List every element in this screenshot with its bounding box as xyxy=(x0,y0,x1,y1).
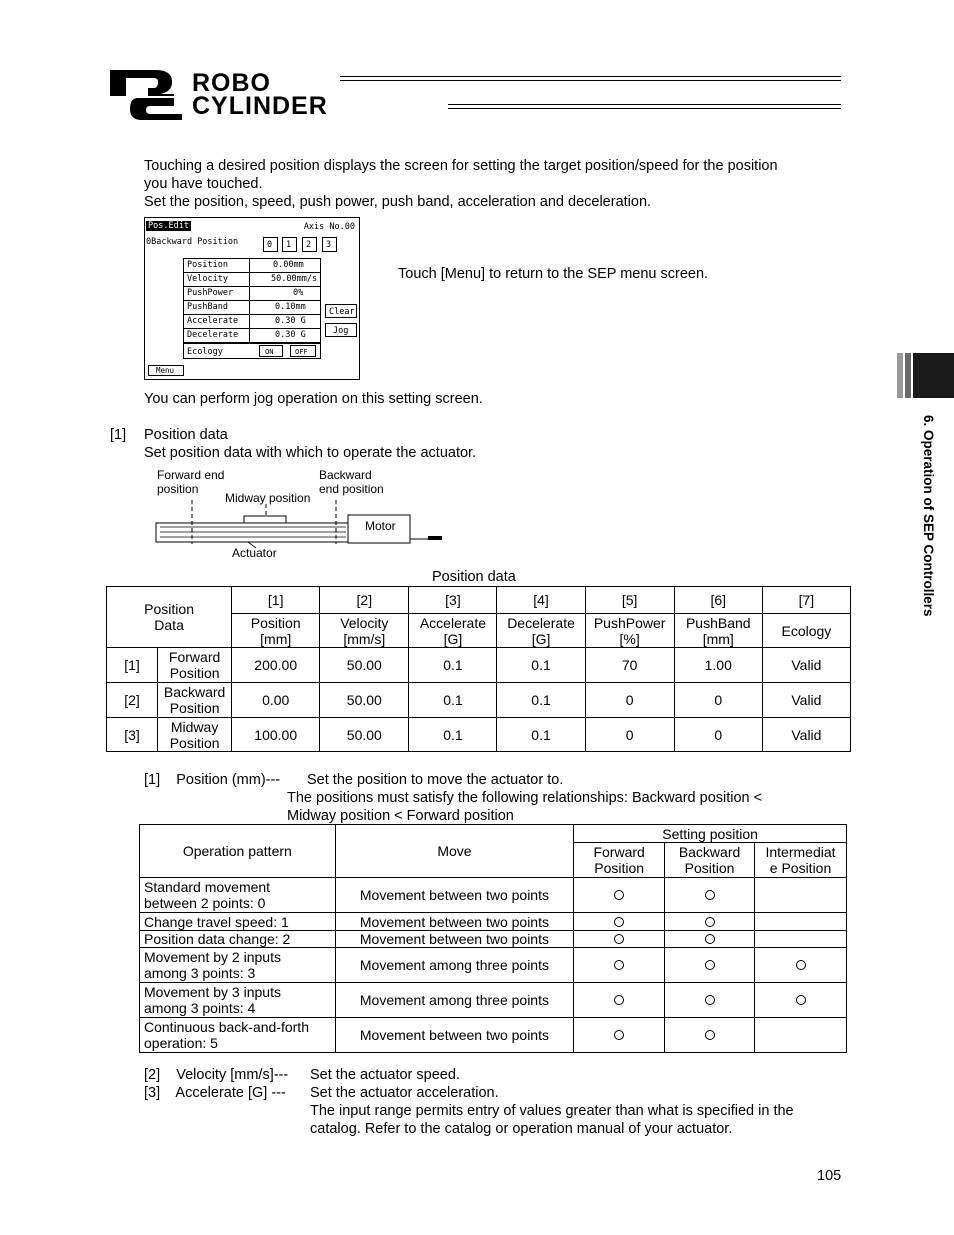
section-title: Position data xyxy=(144,427,228,443)
col-num: [6] xyxy=(674,587,762,614)
col-head: Accelerate [G] xyxy=(409,614,497,648)
col-num: [4] xyxy=(497,587,585,614)
jog-button[interactable]: Jog xyxy=(325,323,357,337)
operation-pattern-table xyxy=(139,824,847,1053)
section-number: [1] xyxy=(110,427,127,443)
forward-end-label: Forward end position xyxy=(157,468,225,496)
circle-mark xyxy=(705,960,715,970)
position-button-2[interactable]: 2 xyxy=(302,237,317,252)
logo-cylinder: CYLINDER xyxy=(192,92,328,120)
circle-mark xyxy=(614,890,624,900)
circle-mark xyxy=(796,995,806,1005)
circle-mark xyxy=(614,960,624,970)
col-num: [1] xyxy=(232,587,320,614)
header-intermediate: Intermediat e Position xyxy=(755,843,847,878)
screen-title: Pos.Edit xyxy=(148,221,189,231)
header-backward: Backward Position xyxy=(665,843,755,878)
intro-line-3: Set the position, speed, push power, push band, acceleration and deceleration. xyxy=(144,194,652,210)
accel-more-2: catalog. Refer to the catalog or operation manual of your actuator. xyxy=(310,1121,733,1137)
accel-text: Set the actuator acceleration. xyxy=(310,1085,499,1101)
col-num: [2] xyxy=(320,587,409,614)
table-row: Movement by 3 inputs among 3 points: 4 Movement among three points xyxy=(140,983,847,1018)
ecology-label: Ecology xyxy=(187,347,223,357)
motor-label: Motor xyxy=(365,519,396,533)
circle-mark xyxy=(705,917,715,927)
position-data-table xyxy=(106,586,851,752)
table-row: Continuous back-and-forth operation: 5 Movement between two points xyxy=(140,1018,847,1053)
logo-robo: ROBO xyxy=(192,69,271,97)
table-row: Movement by 2 inputs among 3 points: 3 Movement among three points xyxy=(140,948,847,983)
header-move: Move xyxy=(335,825,574,878)
pos-edit-screen: Pos.Edit Axis No.00 0Backward Position 0 1 2 3 Position 0.00mm Velocity 50.00mm/s PushPower 0% PushBand 0.10mm Accelerate 0.30 G Decelerate 0.30 G Ecology ON OFF Clear Jog Menu xyxy=(144,217,360,380)
col-head: PushPower [%] xyxy=(585,614,674,648)
header-forward: Forward Position xyxy=(574,843,665,878)
table-row: Position data change: 2 Movement between two points xyxy=(140,931,847,948)
position-button-0[interactable]: 0 xyxy=(263,237,278,252)
robo-cylinder-logo xyxy=(108,68,188,120)
velocity-lead: [2] Velocity [mm/s]--- xyxy=(144,1067,289,1083)
col-num: [3] xyxy=(409,587,497,614)
table-row: [3] Midway Position 100.00 50.00 0.1 0.1 0 0 Valid xyxy=(107,718,851,752)
velocity-text: Set the actuator speed. xyxy=(310,1067,460,1083)
table1-caption: Position data xyxy=(432,569,516,585)
col-head: Position [mm] xyxy=(232,614,320,648)
position-note-text-3: Midway position < Forward position xyxy=(287,808,514,824)
col-head: Decelerate [G] xyxy=(497,614,585,648)
circle-mark xyxy=(614,995,624,1005)
col-head: PushBand [mm] xyxy=(674,614,762,648)
position-note-text-1: Set the position to move the actuator to. xyxy=(307,772,564,788)
circle-mark xyxy=(705,934,715,944)
header-rule-2 xyxy=(340,80,841,81)
position-note-lead: [1] Position (mm)--- xyxy=(144,772,281,788)
col-num: [7] xyxy=(762,587,850,614)
header-setting-position: Setting position xyxy=(574,825,847,843)
circle-mark xyxy=(796,960,806,970)
position-button-1[interactable]: 1 xyxy=(282,237,297,252)
circle-mark xyxy=(614,917,624,927)
jog-note: You can perform jog operation on this setting screen. xyxy=(144,391,483,407)
table1-corner: Position Data xyxy=(107,587,232,648)
circle-mark xyxy=(705,995,715,1005)
ecology-off-button[interactable]: OFF xyxy=(290,345,316,357)
menu-note: Touch [Menu] to return to the SEP menu screen. xyxy=(398,266,709,282)
table-row: [1] Forward Position 200.00 50.00 0.1 0.1 70 1.00 Valid xyxy=(107,648,851,683)
table-row: Change travel speed: 1 Movement between two points xyxy=(140,913,847,931)
circle-mark xyxy=(705,1030,715,1040)
circle-mark xyxy=(614,934,624,944)
position-name: 0Backward Position xyxy=(146,237,239,247)
menu-button[interactable]: Menu xyxy=(148,365,184,376)
section-desc: Set position data with which to operate the actuator. xyxy=(144,445,477,461)
chapter-label: 6. Operation of SEP Controllers xyxy=(921,415,936,617)
position-note-text-2: The positions must satisfy the following relationships: Backward position < xyxy=(287,790,763,806)
actuator-diagram xyxy=(150,466,450,566)
header-operation-pattern: Operation pattern xyxy=(140,825,336,878)
accel-lead: [3] Accelerate [G] --- xyxy=(144,1085,286,1101)
table-row: Standard movement between 2 points: 0 Movement between two points xyxy=(140,878,847,913)
col-head: Velocity [mm/s] xyxy=(320,614,409,648)
clear-button[interactable]: Clear xyxy=(325,304,357,318)
header-rule-4 xyxy=(448,108,841,109)
circle-mark xyxy=(705,890,715,900)
backward-end-label: Backward end position xyxy=(319,468,384,496)
midway-label: Midway position xyxy=(225,491,311,505)
ecology-on-button[interactable]: ON xyxy=(259,345,283,357)
chapter-tab xyxy=(897,353,954,398)
accel-more-1: The input range permits entry of values greater than what is specified in the xyxy=(310,1103,794,1119)
header-rule-1 xyxy=(340,76,841,77)
intro-line-2: you have touched. xyxy=(144,176,263,192)
page-number: 105 xyxy=(817,1168,842,1184)
circle-mark xyxy=(614,1030,624,1040)
col-num: [5] xyxy=(585,587,674,614)
table-row: [2] Backward Position 0.00 50.00 0.1 0.1 0 0 Valid xyxy=(107,683,851,718)
col-head: Ecology xyxy=(762,614,850,648)
intro-line-1: Touching a desired position displays the screen for setting the target position/speed for the position xyxy=(144,158,778,174)
header-rule-3 xyxy=(448,104,841,105)
axis-number: Axis No.00 xyxy=(303,222,355,232)
position-button-3[interactable]: 3 xyxy=(322,237,337,252)
actuator-label: Actuator xyxy=(232,546,277,560)
